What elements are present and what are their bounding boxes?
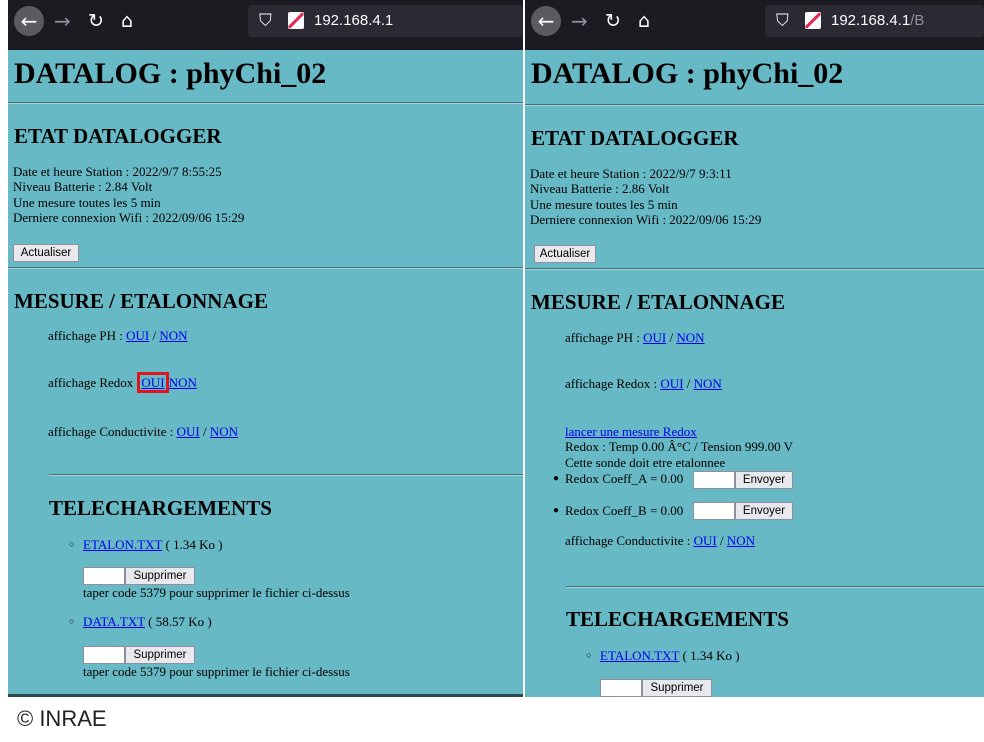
copyright-credit: © INRAE bbox=[17, 706, 107, 731]
shield-icon[interactable]: ⛉ bbox=[776, 11, 789, 31]
delete-file-button[interactable]: Supprimer bbox=[642, 679, 712, 697]
url-text[interactable]: 192.168.4.1 bbox=[314, 12, 394, 29]
redox-coeff-a-input[interactable] bbox=[693, 471, 735, 489]
etat-wifi: Derniere connexion Wifi : 2022/09/06 15:29 bbox=[13, 210, 245, 225]
delete-file-button[interactable]: Supprimer bbox=[125, 646, 195, 664]
telechargements-heading: TELECHARGEMENTS bbox=[566, 607, 789, 631]
etat-interval: Une mesure toutes les 5 min bbox=[530, 197, 678, 212]
list-bullet: ○ bbox=[586, 650, 592, 660]
shield-icon[interactable]: ⛉ bbox=[259, 11, 272, 31]
etat-heading: ETAT DATALOGGER bbox=[531, 126, 739, 150]
delete-instruction: taper code 5379 pour supprimer le fichier ci-dessus bbox=[83, 664, 350, 679]
conductivite-label: affichage Conductivite : bbox=[48, 424, 177, 439]
forward-arrow-icon[interactable]: → bbox=[571, 9, 588, 33]
mesure-heading: MESURE / ETALONNAGE bbox=[531, 290, 785, 314]
delete-code-input[interactable] bbox=[83, 567, 125, 585]
insecure-lock-icon[interactable] bbox=[805, 12, 821, 29]
redox-coeff-b-label: Redox Coeff_B = 0.00 bbox=[565, 503, 684, 518]
launch-redox-measure-link: lancer une mesure Redox bbox=[565, 424, 697, 439]
etat-interval: Une mesure toutes les 5 min bbox=[13, 195, 161, 210]
redox-display-row bbox=[48, 375, 197, 391]
ph-non-link[interactable]: NON bbox=[676, 330, 705, 345]
back-arrow-icon[interactable]: ← bbox=[14, 6, 44, 36]
url-text[interactable]: 192.168.4.1/B bbox=[831, 12, 925, 29]
delete-code-input[interactable] bbox=[600, 679, 642, 697]
redox-label: affichage Redox : bbox=[48, 375, 144, 390]
mesure-heading: MESURE / ETALONNAGE bbox=[14, 289, 268, 313]
file-size: ( 58.57 Ko ) bbox=[144, 614, 212, 629]
send-coeff-b-button[interactable]: Envoyer bbox=[735, 502, 793, 520]
etat-battery: Niveau Batterie : 2.86 Volt bbox=[530, 181, 670, 196]
etat-date: Date et heure Station : 2022/9/7 9:3:11 bbox=[530, 166, 732, 181]
file-download-link[interactable]: ETALON.TXT bbox=[600, 648, 680, 663]
redox-coeff-b-input[interactable] bbox=[693, 502, 735, 520]
etat-wifi: Derniere connexion Wifi : 2022/09/06 15:29 bbox=[530, 212, 762, 227]
conductivite-display-row: affichage Conductivite : OUI / NON bbox=[565, 533, 756, 548]
ph-display-row: affichage PH : OUI / NON bbox=[48, 328, 188, 343]
redox-oui-link-highlighted[interactable]: OUI bbox=[141, 375, 165, 390]
back-arrow-icon[interactable]: ← bbox=[531, 6, 561, 36]
divider bbox=[566, 586, 984, 588]
divider bbox=[49, 474, 523, 476]
conductivite-non-link[interactable]: NON bbox=[726, 533, 756, 548]
insecure-lock-icon[interactable] bbox=[288, 12, 304, 29]
list-bullet: ● bbox=[553, 505, 560, 516]
file-size: ( 1.34 Ko ) bbox=[162, 537, 223, 552]
refresh-button[interactable]: Actualiser bbox=[13, 244, 79, 262]
redox-oui-link[interactable]: OUI bbox=[660, 376, 684, 391]
conductivite-oui-link[interactable]: OUI bbox=[693, 533, 717, 548]
redox-calibration-note: Cette sonde doit etre etalonnee bbox=[565, 455, 726, 470]
redox-display-row: affichage Redox : OUI / NON bbox=[565, 376, 722, 391]
ph-oui-link[interactable]: OUI bbox=[126, 328, 150, 343]
list-bullet: ○ bbox=[69, 616, 75, 626]
conductivite-label: affichage Conductivite : bbox=[565, 533, 694, 548]
ph-label: affichage PH : bbox=[565, 330, 644, 345]
list-bullet: ○ bbox=[69, 539, 75, 549]
file-download-link[interactable]: DATA.TXT bbox=[83, 614, 145, 629]
redox-non-link[interactable]: NON bbox=[168, 375, 197, 390]
forward-arrow-icon[interactable]: → bbox=[54, 9, 71, 33]
delete-file-button[interactable]: Supprimer bbox=[125, 567, 195, 585]
redox-reading: Redox : Temp 0.00 Â°C / Tension 999.00 V bbox=[565, 439, 793, 454]
divider bbox=[525, 104, 984, 106]
delete-code-input[interactable] bbox=[83, 646, 125, 664]
left-browser-window bbox=[8, 0, 523, 697]
divider bbox=[525, 268, 984, 270]
send-coeff-a-button[interactable]: Envoyer bbox=[735, 471, 793, 489]
reload-icon[interactable]: ↻ bbox=[88, 10, 104, 32]
reload-icon[interactable]: ↻ bbox=[605, 10, 621, 32]
redox-label: affichage Redox : bbox=[565, 376, 661, 391]
divider bbox=[8, 267, 523, 269]
home-icon[interactable]: ⌂ bbox=[638, 10, 651, 32]
conductivite-oui-link[interactable]: OUI bbox=[176, 424, 200, 439]
list-bullet: ● bbox=[553, 473, 560, 484]
telechargements-heading: TELECHARGEMENTS bbox=[49, 496, 272, 520]
file-item bbox=[600, 648, 740, 664]
ph-oui-link[interactable]: OUI bbox=[643, 330, 667, 345]
delete-instruction: taper code 5379 pour supprimer le fichier ci-dessus bbox=[83, 585, 350, 600]
file-download-link[interactable]: ETALON.TXT bbox=[83, 537, 163, 552]
file-item bbox=[83, 537, 223, 553]
ph-non-link[interactable]: NON bbox=[159, 328, 188, 343]
redox-coeff-a-label: Redox Coeff_A = 0.00 bbox=[565, 471, 684, 486]
refresh-button[interactable]: Actualiser bbox=[534, 245, 596, 263]
file-size: ( 1.34 Ko ) bbox=[679, 648, 740, 663]
browser-toolbar bbox=[525, 0, 984, 50]
horizontal-scrollbar[interactable] bbox=[8, 694, 523, 697]
page-title: DATALOG : phyChi_02 bbox=[14, 57, 327, 90]
ph-label: affichage PH : bbox=[48, 328, 127, 343]
etat-date: Date et heure Station : 2022/9/7 8:55:25 bbox=[13, 164, 222, 179]
etat-heading: ETAT DATALOGGER bbox=[14, 124, 222, 148]
conductivite-non-link[interactable]: NON bbox=[209, 424, 239, 439]
browser-toolbar bbox=[8, 0, 523, 50]
ph-display-row: affichage PH : OUI / NON bbox=[565, 330, 705, 345]
file-item bbox=[83, 614, 212, 630]
divider bbox=[8, 102, 523, 104]
page-title: DATALOG : phyChi_02 bbox=[531, 57, 844, 90]
home-icon[interactable]: ⌂ bbox=[121, 10, 134, 32]
conductivite-display-row: affichage Conductivite : OUI / NON bbox=[48, 424, 239, 439]
redox-non-link[interactable]: NON bbox=[693, 376, 722, 391]
etat-battery: Niveau Batterie : 2.84 Volt bbox=[13, 179, 153, 194]
right-browser-window bbox=[525, 0, 984, 697]
